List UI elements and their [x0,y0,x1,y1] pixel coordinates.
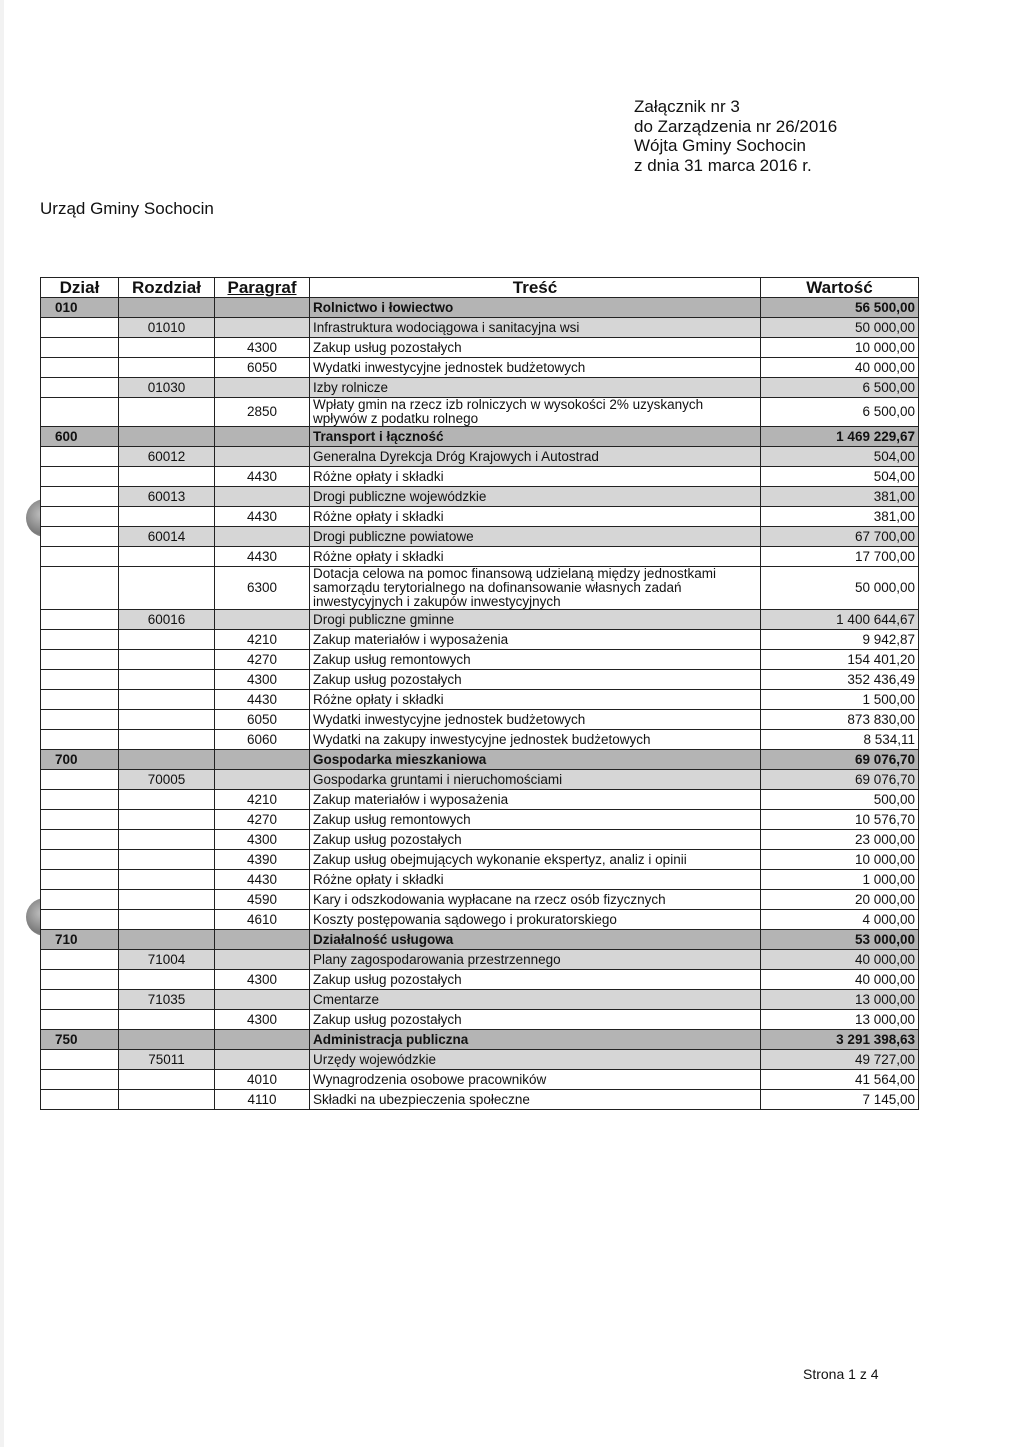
table-row [41,298,919,318]
cell-paragraf: 4300 [215,1010,310,1030]
cell-rozdzial [119,970,215,990]
cell-tresc: Kary i odszkodowania wypłacane na rzecz osób fizycznych [310,890,761,910]
table-row [41,610,919,630]
col-header-rozdzial: Rozdział [119,278,215,298]
table-row [41,790,919,810]
cell-dzial: 700 [41,750,119,770]
cell-wartosc: 69 076,70 [761,770,919,790]
cell-rozdzial [119,650,215,670]
table-row [41,630,919,650]
cell-paragraf [215,298,310,318]
table-row [41,690,919,710]
cell-paragraf: 6300 [215,567,310,610]
cell-tresc: Gospodarka gruntami i nieruchomościami [310,770,761,790]
cell-wartosc: 13 000,00 [761,990,919,1010]
cell-dzial [41,318,119,338]
cell-paragraf [215,930,310,950]
table-row [41,830,919,850]
cell-paragraf: 4300 [215,670,310,690]
cell-dzial [41,630,119,650]
cell-rozdzial [119,1090,215,1110]
cell-tresc: Urzędy wojewódzkie [310,1050,761,1070]
cell-tresc: Plany zagospodarowania przestrzennego [310,950,761,970]
cell-rozdzial: 60016 [119,610,215,630]
cell-tresc: Różne opłaty i składki [310,547,761,567]
cell-rozdzial: 71004 [119,950,215,970]
cell-rozdzial [119,830,215,850]
cell-paragraf [215,610,310,630]
cell-dzial [41,870,119,890]
cell-tresc: Koszty postępowania sądowego i prokuratorskiego [310,910,761,930]
cell-tresc: Zakup materiałów i wyposażenia [310,790,761,810]
cell-tresc: Działalność usługowa [310,930,761,950]
table-row [41,527,919,547]
cell-rozdzial: 75011 [119,1050,215,1070]
attachment-line: z dnia 31 marca 2016 r. [634,155,812,175]
cell-tresc: Gospodarka mieszkaniowa [310,750,761,770]
attachment-line: do Zarządzenia nr 26/2016 [634,116,838,136]
cell-tresc: Drogi publiczne powiatowe [310,527,761,547]
cell-rozdzial [119,930,215,950]
cell-wartosc: 53 000,00 [761,930,919,950]
cell-wartosc: 6 500,00 [761,398,919,427]
table-row [41,750,919,770]
cell-dzial [41,810,119,830]
cell-tresc: Drogi publiczne wojewódzkie [310,487,761,507]
cell-dzial [41,1010,119,1030]
cell-wartosc: 504,00 [761,447,919,467]
cell-wartosc: 154 401,20 [761,650,919,670]
attachment-note [634,97,837,175]
cell-rozdzial [119,630,215,650]
cell-paragraf: 4610 [215,910,310,930]
cell-rozdzial: 01010 [119,318,215,338]
cell-paragraf: 6060 [215,730,310,750]
table-row [41,970,919,990]
cell-paragraf [215,427,310,447]
table-row [41,930,919,950]
cell-rozdzial [119,467,215,487]
cell-wartosc: 10 000,00 [761,338,919,358]
cell-paragraf [215,447,310,467]
cell-rozdzial [119,1070,215,1090]
table-row [41,1030,919,1050]
cell-tresc: Drogi publiczne gminne [310,610,761,630]
cell-wartosc: 40 000,00 [761,970,919,990]
cell-tresc: Cmentarze [310,990,761,1010]
table-row [41,770,919,790]
cell-paragraf [215,950,310,970]
cell-tresc: Izby rolnicze [310,378,761,398]
cell-dzial [41,398,119,427]
cell-dzial [41,467,119,487]
cell-tresc: Składki na ubezpieczenia społeczne [310,1090,761,1110]
office-name: Urząd Gminy Sochocin [40,199,214,218]
cell-dzial [41,507,119,527]
cell-tresc: Różne opłaty i składki [310,690,761,710]
cell-dzial [41,710,119,730]
cell-paragraf: 4430 [215,467,310,487]
cell-rozdzial: 71035 [119,990,215,1010]
cell-tresc: Rolnictwo i łowiectwo [310,298,761,318]
cell-dzial [41,770,119,790]
cell-tresc: Różne opłaty i składki [310,507,761,527]
page-edge [0,0,4,1447]
table-row [41,1070,919,1090]
table-row [41,890,919,910]
cell-rozdzial [119,398,215,427]
cell-tresc: Zakup usług remontowych [310,650,761,670]
cell-paragraf: 4270 [215,650,310,670]
table-row [41,1090,919,1110]
cell-rozdzial [119,427,215,447]
cell-paragraf: 4590 [215,890,310,910]
cell-rozdzial [119,358,215,378]
table-row [41,710,919,730]
cell-rozdzial [119,670,215,690]
cell-tresc: Zakup usług pozostałych [310,830,761,850]
cell-wartosc: 49 727,00 [761,1050,919,1070]
cell-rozdzial [119,790,215,810]
cell-dzial [41,950,119,970]
table-row [41,338,919,358]
cell-dzial [41,830,119,850]
cell-dzial [41,1050,119,1070]
table-row [41,730,919,750]
cell-tresc: Zakup usług pozostałych [310,670,761,690]
cell-tresc: Zakup usług obejmujących wykonanie ekspertyz, analiz i opinii [310,850,761,870]
cell-dzial: 710 [41,930,119,950]
cell-paragraf: 4110 [215,1090,310,1110]
cell-paragraf: 4430 [215,547,310,567]
cell-paragraf: 4210 [215,790,310,810]
cell-paragraf [215,527,310,547]
cell-paragraf: 4390 [215,850,310,870]
cell-tresc: Zakup usług pozostałych [310,970,761,990]
cell-wartosc: 20 000,00 [761,890,919,910]
attachment-line: Wójta Gminy Sochocin [634,136,806,155]
cell-dzial [41,990,119,1010]
cell-rozdzial: 60014 [119,527,215,547]
cell-tresc: Dotacja celowa na pomoc finansową udzielaną między jednostkami samorządu terytorialnego na dofinansowanie własnych zadań inwestycyjnych i zakupów inwestycyjnych [310,567,761,610]
table-row [41,398,919,427]
cell-wartosc: 4 000,00 [761,910,919,930]
cell-wartosc: 873 830,00 [761,710,919,730]
table-row [41,650,919,670]
table-row [41,810,919,830]
table-row [41,870,919,890]
cell-tresc: Zakup usług pozostałych [310,1010,761,1030]
cell-wartosc: 17 700,00 [761,547,919,567]
cell-wartosc: 10 000,00 [761,850,919,870]
cell-rozdzial [119,850,215,870]
cell-wartosc: 6 500,00 [761,378,919,398]
table-row [41,467,919,487]
table-row [41,507,919,527]
table-row [41,950,919,970]
table-row [41,567,919,610]
cell-tresc: Wydatki na zakupy inwestycyjne jednostek budżetowych [310,730,761,750]
cell-rozdzial [119,567,215,610]
cell-dzial [41,970,119,990]
cell-tresc: Infrastruktura wodociągowa i sanitacyjna wsi [310,318,761,338]
table-row [41,427,919,447]
cell-rozdzial [119,1010,215,1030]
cell-wartosc: 41 564,00 [761,1070,919,1090]
cell-wartosc: 50 000,00 [761,318,919,338]
cell-wartosc: 40 000,00 [761,950,919,970]
cell-dzial [41,1090,119,1110]
cell-tresc: Wpłaty gmin na rzecz izb rolniczych w wysokości 2% uzyskanych wpływów z podatku rolnego [310,398,761,427]
cell-dzial [41,610,119,630]
cell-dzial [41,487,119,507]
cell-wartosc: 381,00 [761,507,919,527]
cell-wartosc: 23 000,00 [761,830,919,850]
cell-dzial: 600 [41,427,119,447]
cell-rozdzial [119,750,215,770]
table-row [41,670,919,690]
cell-paragraf: 4300 [215,830,310,850]
cell-dzial [41,890,119,910]
cell-wartosc: 40 000,00 [761,358,919,378]
cell-tresc: Różne opłaty i składki [310,467,761,487]
cell-paragraf: 4430 [215,690,310,710]
table-row [41,318,919,338]
cell-paragraf: 4300 [215,970,310,990]
cell-wartosc: 67 700,00 [761,527,919,547]
cell-wartosc: 9 942,87 [761,630,919,650]
cell-dzial [41,690,119,710]
cell-dzial [41,730,119,750]
cell-paragraf: 4430 [215,507,310,527]
col-header-paragraf: Paragraf [215,278,310,298]
attachment-line: Załącznik nr 3 [634,97,740,116]
cell-paragraf [215,318,310,338]
cell-paragraf [215,1050,310,1070]
cell-rozdzial [119,890,215,910]
cell-dzial [41,378,119,398]
cell-dzial [41,567,119,610]
cell-dzial [41,338,119,358]
cell-tresc: Wydatki inwestycyjne jednostek budżetowych [310,710,761,730]
cell-paragraf: 4270 [215,810,310,830]
cell-wartosc: 69 076,70 [761,750,919,770]
cell-tresc: Zakup usług remontowych [310,810,761,830]
cell-wartosc: 7 145,00 [761,1090,919,1110]
cell-tresc: Różne opłaty i składki [310,870,761,890]
cell-paragraf: 4210 [215,630,310,650]
cell-paragraf [215,770,310,790]
budget-table-body [41,298,919,1110]
cell-rozdzial: 60012 [119,447,215,467]
budget-table [40,277,919,1110]
table-row [41,850,919,870]
table-row [41,1010,919,1030]
cell-wartosc: 500,00 [761,790,919,810]
cell-wartosc: 10 576,70 [761,810,919,830]
cell-wartosc: 1 400 644,67 [761,610,919,630]
cell-rozdzial [119,690,215,710]
cell-dzial [41,850,119,870]
cell-paragraf: 4430 [215,870,310,890]
cell-wartosc: 1 469 229,67 [761,427,919,447]
cell-paragraf [215,378,310,398]
cell-dzial [41,527,119,547]
cell-paragraf: 4300 [215,338,310,358]
cell-dzial [41,910,119,930]
cell-rozdzial: 70005 [119,770,215,790]
cell-rozdzial: 60013 [119,487,215,507]
cell-dzial: 010 [41,298,119,318]
cell-wartosc: 56 500,00 [761,298,919,318]
cell-wartosc: 1 500,00 [761,690,919,710]
cell-dzial [41,358,119,378]
cell-dzial [41,1070,119,1090]
cell-wartosc: 50 000,00 [761,567,919,610]
cell-paragraf [215,750,310,770]
table-row [41,447,919,467]
cell-rozdzial [119,1030,215,1050]
cell-wartosc: 3 291 398,63 [761,1030,919,1050]
cell-rozdzial [119,730,215,750]
cell-dzial [41,670,119,690]
page-number: Strona 1 z 4 [803,1366,879,1382]
cell-tresc: Transport i łączność [310,427,761,447]
cell-wartosc: 504,00 [761,467,919,487]
table-row [41,358,919,378]
cell-rozdzial: 01030 [119,378,215,398]
cell-dzial [41,650,119,670]
cell-paragraf [215,990,310,1010]
cell-tresc: Administracja publiczna [310,1030,761,1050]
cell-tresc: Zakup usług pozostałych [310,338,761,358]
col-header-dzial: Dział [41,278,119,298]
cell-wartosc: 8 534,11 [761,730,919,750]
table-row [41,990,919,1010]
table-row [41,910,919,930]
cell-rozdzial [119,810,215,830]
cell-rozdzial [119,910,215,930]
cell-rozdzial [119,338,215,358]
col-header-wartosc: Wartość [761,278,919,298]
cell-wartosc: 13 000,00 [761,1010,919,1030]
table-row [41,378,919,398]
cell-tresc: Wynagrodzenia osobowe pracowników [310,1070,761,1090]
cell-dzial [41,547,119,567]
cell-paragraf: 6050 [215,710,310,730]
cell-rozdzial [119,298,215,318]
cell-dzial [41,790,119,810]
cell-paragraf: 4010 [215,1070,310,1090]
cell-rozdzial [119,870,215,890]
cell-rozdzial [119,710,215,730]
cell-paragraf [215,487,310,507]
col-header-tresc: Treść [310,278,761,298]
table-row [41,1050,919,1070]
cell-paragraf: 6050 [215,358,310,378]
table-header-row [41,278,919,298]
cell-tresc: Wydatki inwestycyjne jednostek budżetowych [310,358,761,378]
cell-paragraf [215,1030,310,1050]
cell-wartosc: 381,00 [761,487,919,507]
cell-dzial [41,447,119,467]
cell-wartosc: 1 000,00 [761,870,919,890]
cell-rozdzial [119,507,215,527]
cell-rozdzial [119,547,215,567]
cell-tresc: Generalna Dyrekcja Dróg Krajowych i Autostrad [310,447,761,467]
table-row [41,487,919,507]
cell-tresc: Zakup materiałów i wyposażenia [310,630,761,650]
cell-wartosc: 352 436,49 [761,670,919,690]
cell-paragraf: 2850 [215,398,310,427]
table-row [41,547,919,567]
cell-dzial: 750 [41,1030,119,1050]
